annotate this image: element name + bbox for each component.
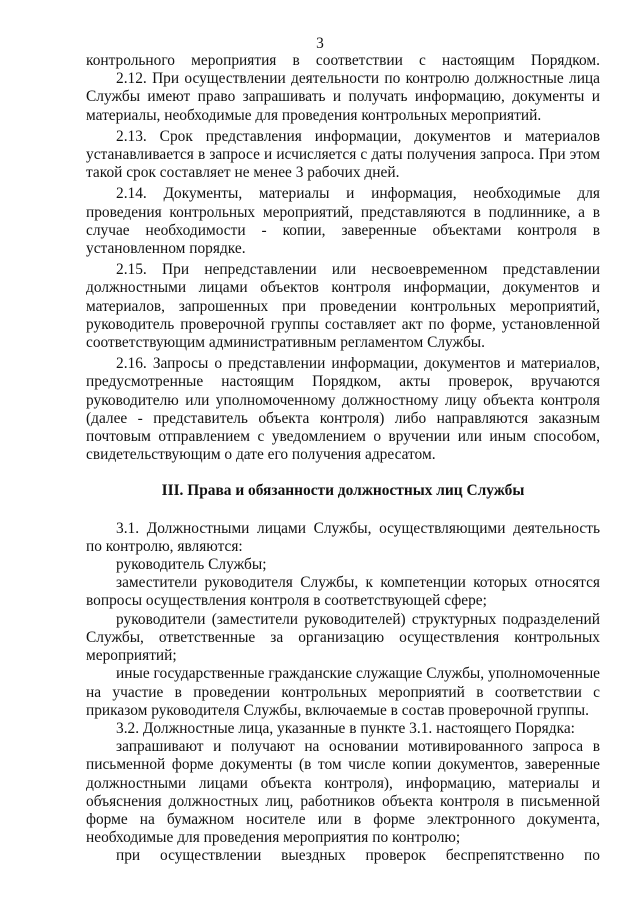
paragraph-continuation: контрольного мероприятия в соответствии с настоящим Порядком. (86, 52, 600, 69)
list-item-deputies: заместители руководителя Службы, к компетенции которых относятся вопросы осуществления контроля в соответствующей сфере; (86, 574, 600, 610)
paragraph-2-13: 2.13. Срок представления информации, документов и материалов устанавливается в запросе и исчисляется с даты получения запроса. При этом такой срок составляет не менее 3 рабочих дней. (86, 127, 600, 182)
list-item-unit-heads: руководители (заместители руководителей) структурных подразделений Службы, ответственные за организацию осуществления контрольных мероприятий; (86, 610, 600, 665)
paragraph-2-16: 2.16. Запросы о представлении информации, документов и материалов, предусмотренные настоящим Порядком, акты проверок, вручаются руководителю или уполномоченному должностному лицу объекта контроля (далее - представитель объекта контроля) либо направляются заказным почтовым отправлением с уведомлением о вручении или иным способом, свидетельствующим о дате его получения адресатом. (86, 355, 600, 464)
paragraph-3-2: 3.2. Должностные лица, указанные в пункте 3.1. настоящего Порядка: (116, 719, 575, 737)
paragraph-truncated: при осуществлении выездных проверок беспрепятственно по (116, 847, 600, 865)
document-body (86, 52, 600, 866)
paragraph-2-12: 2.12. При осуществлении деятельности по контролю должностные лица Службы имеют право запрашивать и получать информацию, документы и материалы, необходимые для проведения контрольных мероприятий. (86, 70, 600, 124)
paragraph-3-1: 3.1. Должностными лицами Службы, осуществляющими деятельность по контролю, являются: (86, 519, 600, 555)
list-item-request-documents: запрашивают и получают на основании мотивированного запроса в письменной форме документы (в том числе копии документов, заверенные должностными лицами объекта контроля), информацию, материалы и объяснения должностных лиц, работников объекта контроля в письменной форме на бумажном носителе или в форме электронного документа, необходимые для проведения мероприятия по контролю; (86, 738, 600, 847)
list-item-head-of-service: руководитель Службы; (116, 556, 267, 574)
page-number: 3 (316, 35, 324, 52)
paragraph-2-15: 2.15. При непредставлении или несвоевременном представлении должностными лицами объектов контроля информации, документов и материалов, запрошенных при проведении контрольных мероприятий, руководитель проверочной группы составляет акт по форме, установленной соответствующим административным регламентом Службы. (86, 261, 600, 352)
section-heading: III. Права и обязанности должностных лиц Службы (161, 482, 525, 500)
paragraph-2-14: 2.14. Документы, материалы и информация, необходимые для проведения контрольных мероприятий, представляются в подлиннике, а в случае необходимости - копии, заверенные объектами контроля в установленном порядке. (86, 185, 600, 258)
list-item-other-servants: иные государственные гражданские служащие Службы, уполномоченные на участие в проведении контрольных мероприятий в соответствии с приказом руководителя Службы, включаемые в состав проверочной группы. (86, 665, 600, 719)
